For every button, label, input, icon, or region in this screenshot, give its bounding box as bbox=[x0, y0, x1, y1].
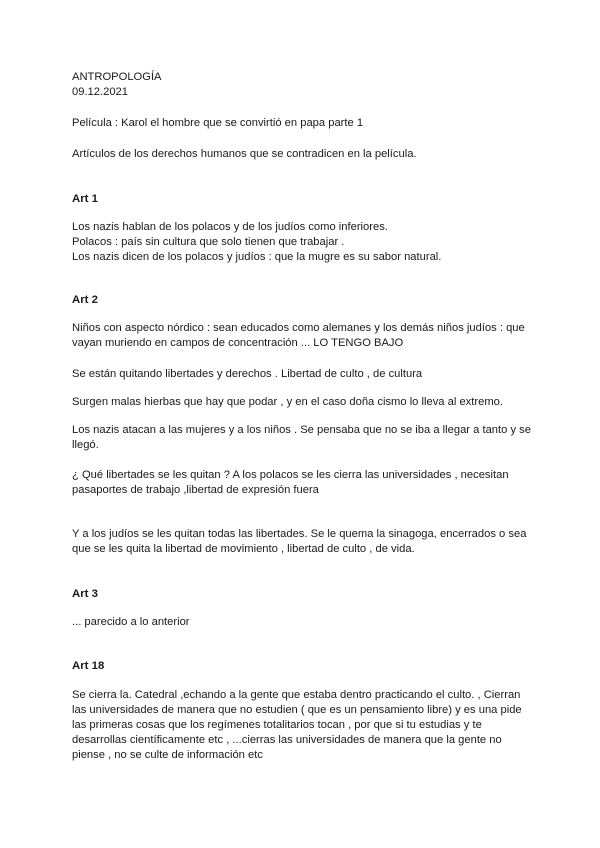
section-art-2-paragraph bbox=[72, 395, 503, 410]
subject-title: ANTROPOLOGÍA bbox=[72, 71, 162, 83]
paragraph-line: Se cierra la. Catedral ,echando a la gente que estaba dentro practicando el culto. , Cierran bbox=[72, 689, 521, 701]
paragraph-line: ... parecido a lo anterior bbox=[72, 616, 190, 628]
intro-text: Artículos de los derechos humanos que se contradicen en la película. bbox=[72, 148, 417, 160]
paragraph-line: piense , no se culte de información etc bbox=[72, 749, 263, 761]
section-heading-art-18: Art 18 bbox=[72, 660, 105, 672]
document-header bbox=[72, 70, 162, 100]
paragraph-line: desarrollas científicamente etc , ...cierras las universidades de manera que la gente no bbox=[72, 734, 502, 746]
section-heading-art-1: Art 1 bbox=[72, 193, 98, 205]
film-title: Película : Karol el hombre que se convirtió en papa parte 1 bbox=[72, 117, 364, 129]
paragraph-line: las primeras cosas que los regímenes totalitarios tocan , por que si tu estudias y te bbox=[72, 719, 482, 731]
section-art-2-paragraph bbox=[72, 367, 422, 382]
section-art-1-paragraph bbox=[72, 220, 441, 265]
paragraph-line: Surgen malas hierbas que hay que podar , y en el caso doña cismo lo lleva al extremo. bbox=[72, 396, 503, 408]
section-art-2-paragraph bbox=[72, 468, 509, 498]
section-heading-art-2: Art 2 bbox=[72, 294, 98, 306]
paragraph-line: las universidades de manera que no estudien ( que es un pensamiento libre) y es una pide bbox=[72, 704, 522, 716]
paragraph-line: vayan muriendo en campos de concentración ... LO TENGO BAJO bbox=[72, 337, 404, 349]
paragraph-line: ¿ Qué libertades se les quitan ? A los polacos se les cierra las universidades , necesitan bbox=[72, 469, 509, 481]
section-art-2-paragraph bbox=[72, 423, 531, 453]
section-heading-art-3: Art 3 bbox=[72, 588, 98, 600]
paragraph-line: Polacos : país sin cultura que solo tienen que trabajar . bbox=[72, 236, 345, 248]
section-art-18-paragraph bbox=[72, 688, 522, 763]
section-art-2-paragraph bbox=[72, 321, 525, 351]
section-art-3-paragraph bbox=[72, 615, 190, 630]
paragraph-line: Y a los judíos se les quitan todas las libertades. Se le quema la sinagoga, encerrados o sea bbox=[72, 528, 527, 540]
paragraph-line: Los nazis dicen de los polacos y judíos : que la mugre es su sabor natural. bbox=[72, 251, 442, 263]
paragraph-line: Los nazis atacan a las mujeres y a los niños . Se pensaba que no se iba a llegar a tanto y se bbox=[72, 424, 531, 436]
section-art-2-paragraph bbox=[72, 527, 526, 557]
document-date: 09.12.2021 bbox=[72, 86, 128, 98]
paragraph-line: Los nazis hablan de los polacos y de los judíos como inferiores. bbox=[72, 221, 388, 233]
paragraph-line: pasaportes de trabajo ,libertad de expresión fuera bbox=[72, 484, 319, 496]
paragraph-line: Se están quitando libertades y derechos . Libertad de culto , de cultura bbox=[72, 368, 423, 380]
paragraph-line: llegó. bbox=[72, 439, 99, 451]
paragraph-line: Niños con aspecto nórdico : sean educados como alemanes y los demás niños judíos : que bbox=[72, 322, 525, 334]
paragraph-line: que se les quita la libertad de movimiento , libertad de culto , de vida. bbox=[72, 543, 415, 555]
